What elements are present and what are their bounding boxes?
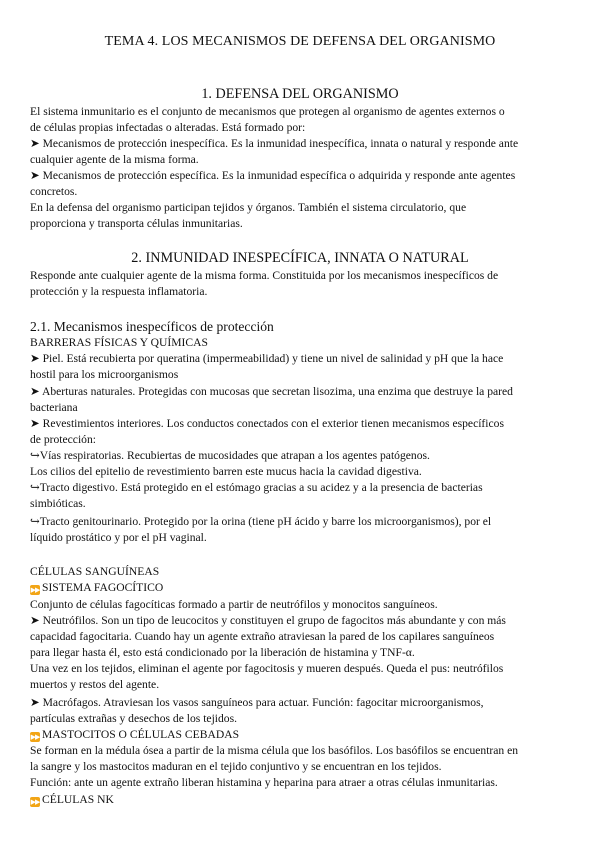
paragraph-line: líquido prostático y por el pH vaginal. xyxy=(30,531,207,544)
paragraph-line: bacteriana xyxy=(30,401,78,414)
paragraph-line: hostil para los microorganismos xyxy=(30,368,179,381)
bullet-line: ➤ Revestimientos interiores. Los conductos conectados con el exterior tienen mecanismos específicos xyxy=(30,417,504,430)
paragraph-line: de células propias infectadas o alteradas. Está formado por: xyxy=(30,121,306,134)
paragraph-line: capacidad fagocitaria. Cuando hay un agente extraño atraviesan la pared de los capilares sanguíneos xyxy=(30,630,495,643)
document-title: TEMA 4. LOS MECANISMOS DE DEFENSA DEL ORGANISMO xyxy=(104,34,496,49)
bullet-line: ➤ Mecanismos de protección específica. Es la inmunidad específica o adquirida y responde ante agentes xyxy=(30,169,516,182)
paragraph-line: partículas extrañas y desechos de los tejidos. xyxy=(30,712,238,725)
paragraph-line: concretos. xyxy=(30,185,78,198)
arrow-line: ↪Tracto digestivo. Está protegido en el estómago gracias a su acidez y a la presencia de bacterias xyxy=(30,481,483,494)
fast-forward-icon: ▶▶ xyxy=(30,586,40,594)
subsection-mastocitos: ▶▶ MASTOCITOS O CÉLULAS CEBADAS xyxy=(30,728,240,741)
paragraph-line: Responde ante cualquier agente de la misma forma. Constituida por los mecanismos inespecíficos de xyxy=(30,269,499,282)
fast-forward-icon: ▶▶ xyxy=(30,798,40,806)
subsection-celulas-nk: ▶▶ CÉLULAS NK xyxy=(30,793,114,806)
paragraph-line: El sistema inmunitario es el conjunto de mecanismos que protegen al organismo de agentes externos o xyxy=(30,105,505,118)
paragraph-line: proporciona y transporta células inmunitarias. xyxy=(30,217,243,230)
subsection-sistema-fagocitico: ▶▶ SISTEMA FAGOCÍTICO xyxy=(30,581,164,594)
paragraph-line: cualquier agente de la misma forma. xyxy=(30,153,199,166)
fast-forward-icon: ▶▶ xyxy=(30,733,40,741)
bullet-line: ➤ Aberturas naturales. Protegidas con mucosas que secretan lisozima, una enzima que destruye la pared xyxy=(30,385,513,398)
cells-heading: CÉLULAS SANGUÍNEAS xyxy=(30,565,160,578)
arrow-line: ↪Vías respiratorias. Recubiertas de mucosidades que atrapan a los agentes patógenos. xyxy=(30,449,430,462)
subheading-line: BARRERAS FÍSICAS Y QUÍMICAS xyxy=(30,336,208,349)
section-2-heading: 2. INMUNIDAD INESPECÍFICA, INNATA O NATURAL xyxy=(131,250,469,266)
paragraph-line: de protección: xyxy=(30,433,96,446)
paragraph-line: protección y la respuesta inflamatoria. xyxy=(30,285,208,298)
bullet-line: ➤ Mecanismos de protección inespecífica. Es la inmunidad inespecífica, innata o natural y responde ante xyxy=(30,137,519,150)
paragraph-line: Función: ante un agente extraño liberan histamina y heparina para atraer a otras células inmunitarias. xyxy=(30,776,498,789)
paragraph-line: simbióticas. xyxy=(30,497,86,510)
section-2-1-heading: 2.1. Mecanismos inespecíficos de protección xyxy=(30,319,274,334)
bullet-line: ➤ Macrófagos. Atraviesan los vasos sanguíneos para actuar. Función: fagocitar microorganismos, xyxy=(30,696,484,709)
paragraph-line: para llegar hasta él, esto está condicionado por la liberación de histamina y TNF-α. xyxy=(30,646,415,659)
paragraph-line: Una vez en los tejidos, eliminan el agente por fagocitosis y mueren después. Queda el pus: neutrófilos xyxy=(30,662,504,675)
paragraph-line: Conjunto de células fagocíticas formado a partir de neutrófilos y monocitos sanguíneos. xyxy=(30,598,438,611)
bullet-line: ➤ Neutrófilos. Son un tipo de leucocitos y constituyen el grupo de fagocitos más abundante y con más xyxy=(30,614,506,627)
paragraph-line: la sangre y los mastocitos maduran en el tejido conjuntivo y se encuentran en los tejidos. xyxy=(30,760,442,773)
paragraph-line: muertos y restos del agente. xyxy=(30,678,160,691)
paragraph-line: Se forman en la médula ósea a partir de la misma célula que los basófilos. Los basófilos se encuentran en xyxy=(30,744,519,757)
paragraph-line: Los cilios del epitelio de revestimiento barren este mucus hacia la cavidad digestiva. xyxy=(30,465,422,478)
paragraph-line: En la defensa del organismo participan tejidos y órganos. También el sistema circulatorio, que xyxy=(30,201,467,214)
bullet-line: ➤ Piel. Está recubierta por queratina (impermeabilidad) y tiene un nivel de salinidad y pH que la hace xyxy=(30,352,504,365)
arrow-line: ↪Tracto genitourinario. Protegido por la orina (tiene pH ácido y barre los microorganismos), por el xyxy=(30,515,492,528)
section-1-heading: 1. DEFENSA DEL ORGANISMO xyxy=(201,86,399,102)
